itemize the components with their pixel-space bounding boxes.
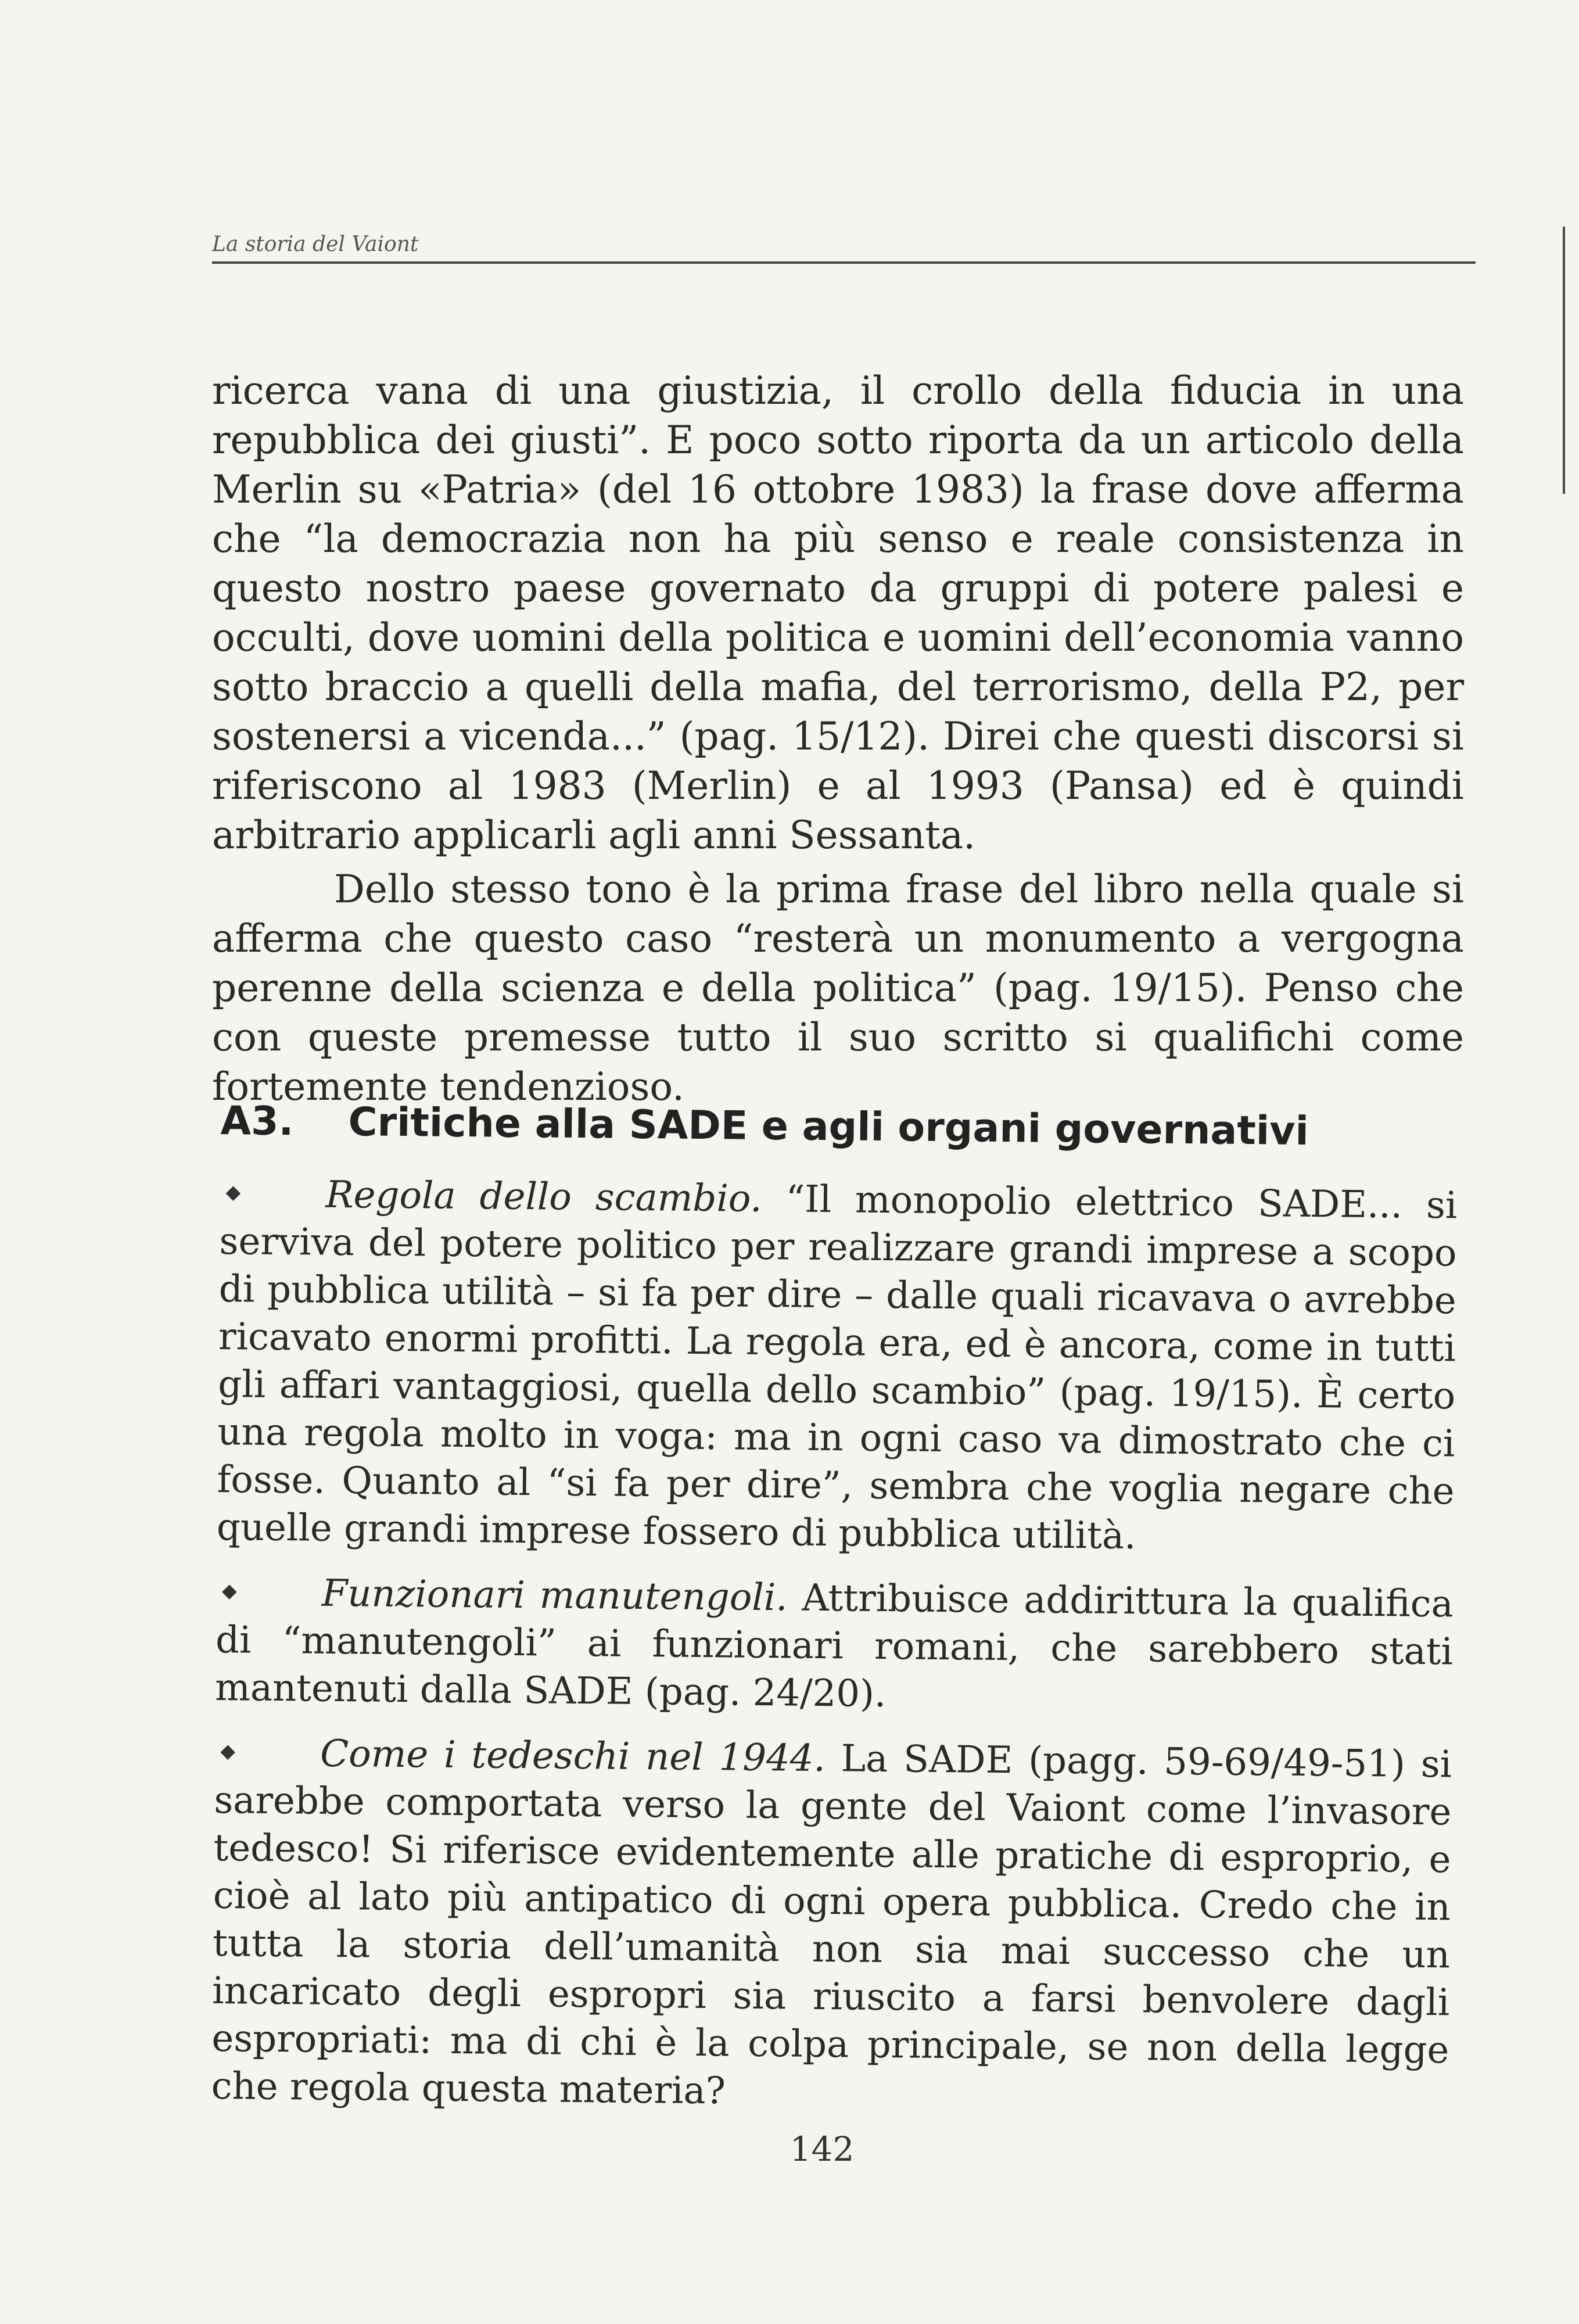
item-title: Regola dello scambio. bbox=[325, 1173, 762, 1221]
list-item bbox=[215, 1569, 1454, 1723]
item-text: “Il monopolio elettrico SADE... si serviva del potere politico per realizzare grandi imprese a scopo di pubblica utilità – si fa per dire – dalle quali ricavava o avrebbe ricavato enormi profitti. La regola era, ed è ancora, come in tutti gli affari vantaggiosi, quella dello scambio” (pag. 19/15). È certo una regola molto in voga: ma in ogni caso va dimostrato che ci fosse. Quanto al “si fa per dire”, sembra che voglia negare che quelle grandi imprese fossero di pubblica utilità. bbox=[216, 1177, 1458, 1558]
body-text bbox=[212, 366, 1464, 1111]
item-title: Come i tedeschi nel 1944. bbox=[320, 1732, 826, 1781]
section-a3 bbox=[211, 1098, 1458, 2139]
paragraph: ricerca vana di una giustizia, il crollo della fiducia in una repubblica dei giusti”. E poco sotto riporta da un articolo della Merlin su «Patria» (del 16 ottobre 1983) la frase dove afferma che “la democrazia non ha più senso e reale consistenza in questo nostro paese governato da gruppi di potere palesi e occulti, dove uomini della politica e uomini dell’economia vanno sotto braccio a quelli della mafia, del terrorismo, della P2, per sostenersi a vicenda...” (pag. 15/12). Direi che questi discorsi si riferiscono al 1983 (Merlin) e al 1993 (Pansa) ed è quindi arbitrario applicarli agli anni Sessanta. bbox=[212, 368, 1464, 858]
item-text: Attribuisce addirittura la qualifica di “manutengoli” ai funzionari romani, che sarebbero stati mantenuti dalla SADE (pag. 24/20). bbox=[214, 1576, 1454, 1716]
diamond-bullet-icon bbox=[220, 1745, 235, 1759]
page-number: 142 bbox=[790, 2129, 855, 2169]
section-number: A3. bbox=[220, 1098, 294, 1145]
item-title: Funzionari manutengoli. bbox=[321, 1572, 788, 1620]
page-edge-mark bbox=[1563, 227, 1565, 494]
diamond-bullet-icon bbox=[226, 1186, 241, 1200]
section-title: Critiche alla SADE e agli organi governativi bbox=[348, 1099, 1309, 1154]
paragraph: Dello stesso tono è la prima frase del libro nella quale si afferma che questo caso “resterà un monumento a vergogna perenne della scienza e della politica” (pag. 19/15). Penso che con queste premesse tutto il suo scritto si qualifichi come fortemente tendenzioso. bbox=[212, 867, 1464, 1109]
item-text: La SADE (pagg. 59-69/49-51) si sarebbe comportata verso la gente del Vaiont come l’invasore tedesco! Si riferisce evidentemente alle pratiche di esproprio, e cioè al lato più antipatico di ogni opera pubblica. Credo che in tutta la storia dell’umanità non sia mai successo che un incaricato degli espropri sia riuscito a farsi benvolere dagli espropriati: ma di chi è la colpa principale, se non della legge che regola questa materia? bbox=[211, 1737, 1452, 2113]
list-item bbox=[217, 1170, 1458, 1563]
header-rule bbox=[212, 261, 1476, 264]
running-head: La storia del Vaiont bbox=[212, 232, 419, 256]
diamond-bullet-icon bbox=[222, 1584, 236, 1599]
list-item bbox=[211, 1729, 1452, 2122]
